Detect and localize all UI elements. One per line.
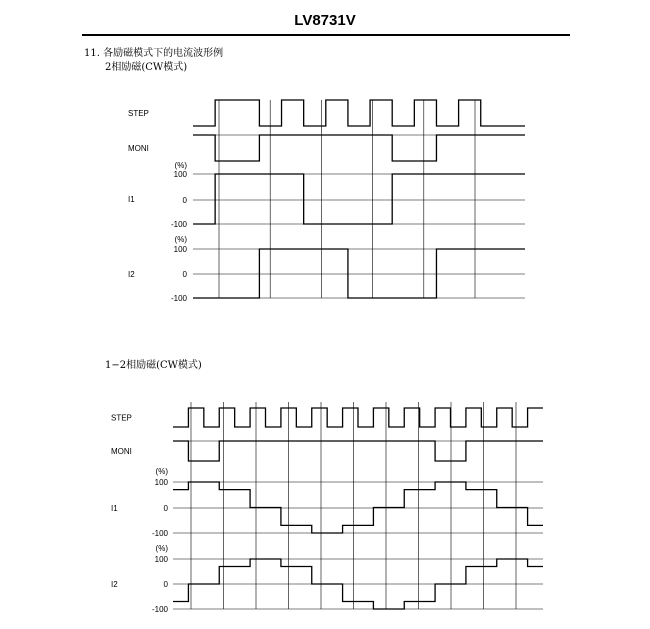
subsection-2phase-heading: 2相励磁(CW模式) xyxy=(105,62,188,73)
diagram2-i2-unit-label: (%) xyxy=(155,544,168,553)
diagram1-i1-unit-label: (%) xyxy=(174,161,187,170)
diagram1-moni-label: MONI xyxy=(128,144,149,153)
diagram2-step-trace xyxy=(173,408,543,427)
diagram2-i1-tick-label: 0 xyxy=(163,504,168,513)
diagram1-i2-tick-label: 0 xyxy=(182,270,187,279)
diagram2-moni-label: MONI xyxy=(111,447,132,456)
diagram2-i2-label: I2 xyxy=(111,580,118,589)
diagram1-i2-tick-label: -100 xyxy=(170,294,187,303)
diagram2-moni-trace xyxy=(173,441,543,461)
subsection-1-2phase-heading: 1−2相励磁(CW模式) xyxy=(105,360,202,371)
diagram1-i1-tick-label: 0 xyxy=(182,196,187,205)
diagram1-i1-tick-label: -100 xyxy=(170,220,187,229)
diagram1-step-label: STEP xyxy=(128,109,149,118)
diagram1-i2-tick-label: 100 xyxy=(173,245,187,254)
diagram2-i2-tick-label: 100 xyxy=(154,555,168,564)
diagram2-i1-trace xyxy=(173,482,543,533)
diagram2-i1-tick-label: -100 xyxy=(151,529,168,538)
diagram2-i2-tick-label: -100 xyxy=(151,605,168,614)
diagram2-i1-tick-label: 100 xyxy=(154,478,168,487)
diagram2-i2-tick-label: 0 xyxy=(163,580,168,589)
diagram1-i2-label: I2 xyxy=(128,270,135,279)
document-title: LV8731V xyxy=(294,12,356,29)
diagram2-i1-label: I1 xyxy=(111,504,118,513)
section-heading: 11. 各励磁模式下的电流波形例 xyxy=(84,48,224,59)
diagram2-i1-unit-label: (%) xyxy=(155,467,168,476)
diagram1-i2-unit-label: (%) xyxy=(174,235,187,244)
diagram1-i1-tick-label: 100 xyxy=(173,170,187,179)
diagram2-step-label: STEP xyxy=(111,413,132,423)
diagram1-i1-label: I1 xyxy=(128,195,135,204)
